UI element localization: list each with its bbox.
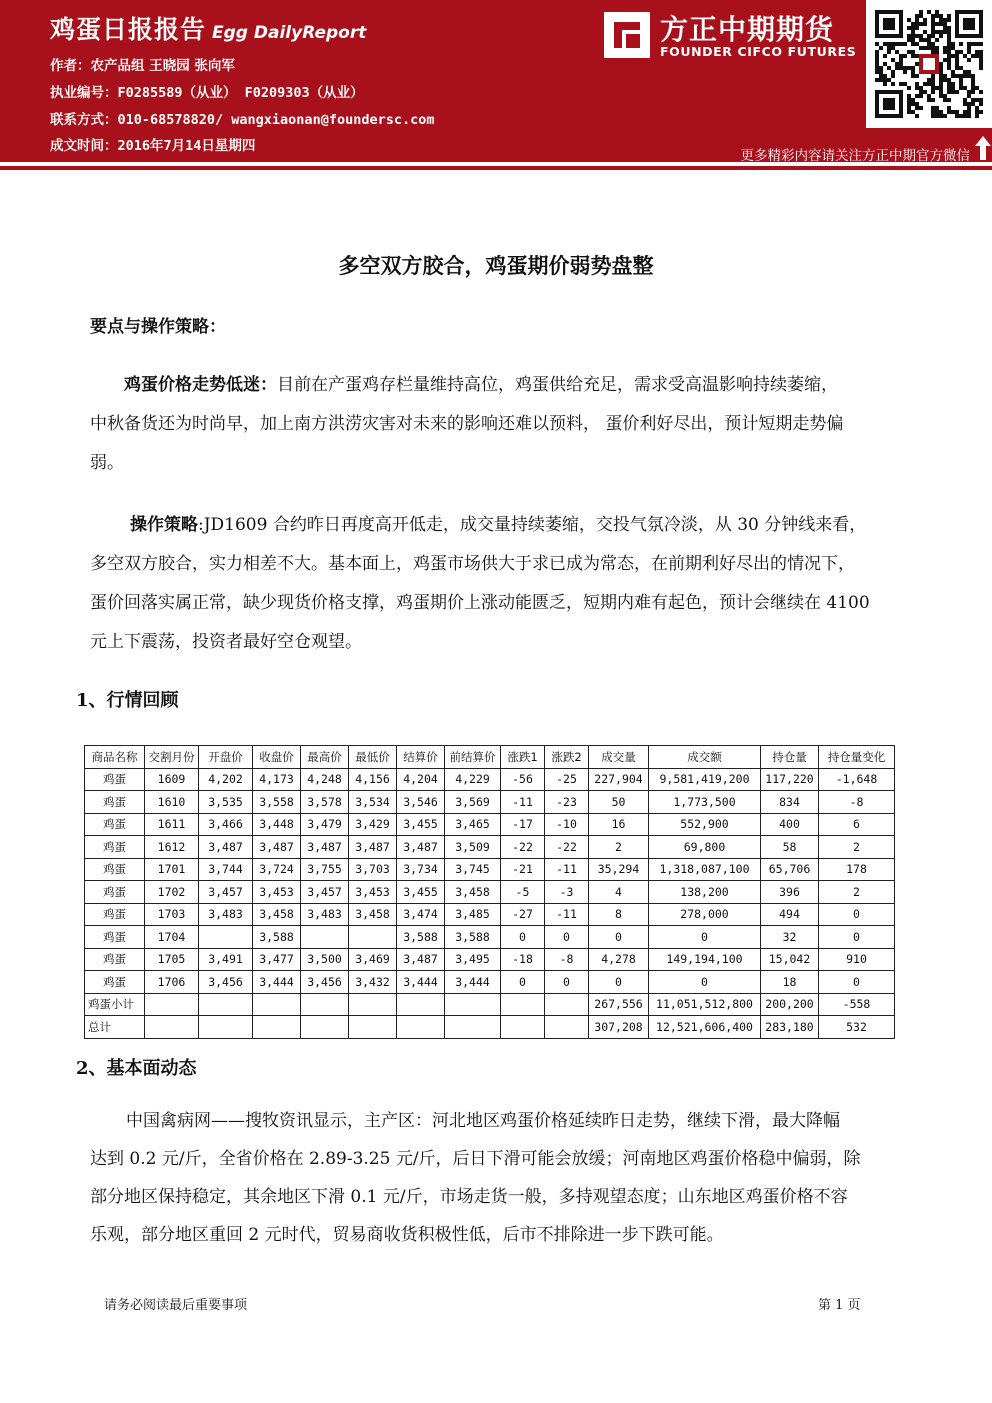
column-header: 持仓量: [761, 746, 819, 769]
report-title-en: Egg DailyReport: [212, 23, 367, 43]
table-cell: 4,173: [253, 768, 301, 791]
table-row: [85, 791, 895, 814]
table-cell: 69,800: [649, 836, 761, 859]
table-cell: 3,491: [199, 948, 253, 971]
table-cell: 200,200: [761, 993, 819, 1016]
table-cell: -10: [545, 813, 589, 836]
table-cell: 3,457: [199, 881, 253, 904]
table-cell: 1611: [145, 813, 199, 836]
table-cell: 1609: [145, 768, 199, 791]
table-cell: 0: [545, 971, 589, 994]
table-cell: 1705: [145, 948, 199, 971]
table-cell: 3,495: [445, 948, 501, 971]
table-cell: [301, 993, 349, 1016]
table-cell: 3,487: [253, 836, 301, 859]
fundamentals-paragraph: 中国禽病网——搜牧资讯显示，主产区：河北地区鸡蛋价格延续昨日走势，继续下滑，最大降幅 达到 0.2 元/斤，全省价格在 2.89-3.25 元/斤，后日下滑可能会放缓；河南地区鸡蛋价格稳中偏弱，除 部分地区保持稳定，其余地区下滑 0.1 元/斤，市场走货一般，多持观望态度；山东地区鸡蛋价格不容 乐观，部分地区重回 2 元时代，贸易商收货积极性低，后市不排除进一步下跌可能。: [90, 1111, 861, 1245]
table-cell: 117,220: [761, 768, 819, 791]
table-cell: [145, 1016, 199, 1039]
table-cell: 1702: [145, 881, 199, 904]
table-cell: 32: [761, 926, 819, 949]
table-cell: 3,458: [349, 903, 397, 926]
quotes-table: [84, 745, 895, 1039]
column-header: 收盘价: [253, 746, 301, 769]
column-header: 交割月份: [145, 746, 199, 769]
table-cell: [199, 993, 253, 1016]
table-cell: 鸡蛋: [85, 858, 145, 881]
table-cell: 3,569: [445, 791, 501, 814]
date-line: 成文时间：2016年7月14日星期四: [50, 138, 256, 154]
logo-mark-icon: [602, 10, 652, 60]
column-header: 涨跌1: [501, 746, 545, 769]
arrow-up-icon: [974, 135, 992, 161]
table-cell: [253, 993, 301, 1016]
table-cell: 283,180: [761, 1016, 819, 1039]
table-body: [85, 768, 895, 1038]
logo-text-cn: 方正中期期货: [660, 13, 835, 46]
table-cell: 1704: [145, 926, 199, 949]
column-header: 结算价: [397, 746, 445, 769]
table-cell: -56: [501, 768, 545, 791]
table-cell: 3,487: [199, 836, 253, 859]
table-cell: [199, 926, 253, 949]
table-cell: 3,558: [253, 791, 301, 814]
table-cell: 3,477: [253, 948, 301, 971]
table-cell: 鸡蛋: [85, 768, 145, 791]
license-value: F0285589（从业） F0209303（从业）: [117, 85, 364, 101]
column-header: 最高价: [301, 746, 349, 769]
table-cell: 65,706: [761, 858, 819, 881]
contact-value[interactable]: 010-68578820/ wangxiaonan@foundersc.com: [117, 112, 435, 128]
table-cell: -11: [501, 791, 545, 814]
table-cell: -1,648: [819, 768, 895, 791]
table-cell: 0: [589, 926, 649, 949]
table-cell: -11: [545, 858, 589, 881]
table-row: [85, 836, 895, 859]
table-cell: 227,904: [589, 768, 649, 791]
table-cell: 3,432: [349, 971, 397, 994]
table-cell: -11: [545, 903, 589, 926]
table-cell: 3,444: [445, 971, 501, 994]
price-trend-paragraph: 鸡蛋价格走势低迷：目前在产蛋鸡存栏量维持高位，鸡蛋供给充足，需求受高温影响持续萎缩， 中秋备货还为时尚早，加上南方洪涝灾害对未来的影响还难以预料， 蛋价利好尽出，预计短期走势偏 弱。: [90, 375, 844, 473]
report-header: [0, 0, 992, 162]
table-cell: [445, 1016, 501, 1039]
table-cell: 3,458: [445, 881, 501, 904]
column-header: 最低价: [349, 746, 397, 769]
table-cell: 178: [819, 858, 895, 881]
table-cell: -17: [501, 813, 545, 836]
key-points-heading: 要点与操作策略：: [90, 317, 226, 337]
table-cell: 3,455: [397, 813, 445, 836]
table-cell: 3,703: [349, 858, 397, 881]
table-cell: 3,483: [301, 903, 349, 926]
table-header-row: [85, 746, 895, 769]
table-cell: 鸡蛋小计: [85, 993, 145, 1016]
table-cell: 2: [819, 881, 895, 904]
contact-line: 联系方式：010-68578820/ wangxiaonan@foundersc.com: [50, 112, 435, 128]
table-cell: 3,487: [397, 836, 445, 859]
table-cell: -25: [545, 768, 589, 791]
table-cell: [349, 926, 397, 949]
table-cell: 3,456: [199, 971, 253, 994]
table-cell: [397, 993, 445, 1016]
table-cell: 3,500: [301, 948, 349, 971]
footer-notice: 请务必阅读最后重要事项: [104, 1298, 248, 1313]
table-cell: 12,521,606,400: [649, 1016, 761, 1039]
table-cell: 3,453: [349, 881, 397, 904]
table-cell: 0: [649, 926, 761, 949]
table-cell: 0: [589, 971, 649, 994]
table-cell: [349, 1016, 397, 1039]
table-row: [85, 768, 895, 791]
report-title-cn: 鸡蛋日报报告: [50, 15, 207, 44]
table-cell: 3,483: [199, 903, 253, 926]
table-cell: 4,202: [199, 768, 253, 791]
table-cell: 总计: [85, 1016, 145, 1039]
column-header: 前结算价: [445, 746, 501, 769]
table-cell: 11,051,512,800: [649, 993, 761, 1016]
table-cell: 396: [761, 881, 819, 904]
table-cell: 138,200: [649, 881, 761, 904]
table-cell: [501, 993, 545, 1016]
column-header: 商品名称: [85, 746, 145, 769]
table-cell: 4,229: [445, 768, 501, 791]
page-number: 第 1 页: [818, 1298, 861, 1313]
table-row: [85, 971, 895, 994]
table-cell: 1,318,087,100: [649, 858, 761, 881]
table-cell: 鸡蛋: [85, 903, 145, 926]
table-cell: 307,208: [589, 1016, 649, 1039]
section-fundamentals: 2、基本面动态: [76, 1058, 197, 1079]
table-cell: [349, 993, 397, 1016]
table-cell: [253, 1016, 301, 1039]
table-cell: [501, 1016, 545, 1039]
table-cell: -21: [501, 858, 545, 881]
table-cell: 3,429: [349, 813, 397, 836]
table-cell: 0: [545, 926, 589, 949]
strategy-lead: 操作策略: [130, 515, 198, 535]
table-cell: 149,194,100: [649, 948, 761, 971]
table-cell: 16: [589, 813, 649, 836]
table-cell: 58: [761, 836, 819, 859]
date-value: 2016年7月14日星期四: [117, 138, 256, 154]
table-cell: 鸡蛋: [85, 881, 145, 904]
table-cell: -8: [819, 791, 895, 814]
table-cell: 3,487: [349, 836, 397, 859]
table-cell: 3,485: [445, 903, 501, 926]
table-cell: 1703: [145, 903, 199, 926]
table-cell: 3,444: [397, 971, 445, 994]
table-cell: 3,588: [253, 926, 301, 949]
strategy-paragraph: 操作策略:JD1609 合约昨日再度高开低走，成交量持续萎缩，交投气氛冷淡，从 30 分钟线来看， 多空双方胶合，实力相差不大。基本面上，鸡蛋市场供大于求已成为常态，在前期利好尽出的情况下， 蛋价回落实属正常，缺少现货价格支撑，鸡蛋期价上涨动能匮乏，短期内难有起色，预计会继续在 4100 元上下震荡，投资者最好空仓观望。: [90, 515, 870, 652]
table-cell: -27: [501, 903, 545, 926]
table-cell: [301, 1016, 349, 1039]
table-cell: 3,578: [301, 791, 349, 814]
table-cell: 2: [589, 836, 649, 859]
table-cell: 400: [761, 813, 819, 836]
table-cell: 鸡蛋: [85, 813, 145, 836]
table-cell: 15,042: [761, 948, 819, 971]
table-cell: 494: [761, 903, 819, 926]
qr-code-icon: [866, 0, 992, 128]
column-header: 成交量: [589, 746, 649, 769]
table-cell: 3,465: [445, 813, 501, 836]
table-cell: 4,204: [397, 768, 445, 791]
table-cell: 267,556: [589, 993, 649, 1016]
table-cell: -558: [819, 993, 895, 1016]
table-cell: -18: [501, 948, 545, 971]
table-cell: 3,509: [445, 836, 501, 859]
table-cell: [545, 993, 589, 1016]
table-cell: -5: [501, 881, 545, 904]
table-cell: 3,745: [445, 858, 501, 881]
table-cell: 3,534: [349, 791, 397, 814]
table-row: [85, 903, 895, 926]
table-cell: 4,248: [301, 768, 349, 791]
table-cell: 0: [819, 926, 895, 949]
table-cell: 3,455: [397, 881, 445, 904]
logo-text-en: FOUNDER CIFCO FUTURES: [660, 44, 857, 59]
qr-code: [866, 0, 992, 128]
column-header: 开盘价: [199, 746, 253, 769]
table-cell: -8: [545, 948, 589, 971]
table-cell: 4,278: [589, 948, 649, 971]
table-cell: 910: [819, 948, 895, 971]
table-cell: 3,474: [397, 903, 445, 926]
table-cell: 3,469: [349, 948, 397, 971]
table-cell: 50: [589, 791, 649, 814]
table-cell: 3,448: [253, 813, 301, 836]
table-cell: 8: [589, 903, 649, 926]
table-cell: 532: [819, 1016, 895, 1039]
table-cell: 1701: [145, 858, 199, 881]
table-row: [85, 993, 895, 1016]
license-line: 执业编号：F0285589（从业） F0209303（从业）: [50, 85, 364, 101]
table-cell: 3,456: [301, 971, 349, 994]
column-header: 成交额: [649, 746, 761, 769]
table-cell: 18: [761, 971, 819, 994]
table-cell: 0: [501, 926, 545, 949]
table-cell: 834: [761, 791, 819, 814]
table-cell: 0: [819, 971, 895, 994]
table-cell: 3,479: [301, 813, 349, 836]
document-title: 多空双方胶合，鸡蛋期价弱势盘整: [338, 253, 654, 278]
table-cell: 3,734: [397, 858, 445, 881]
table-cell: [301, 926, 349, 949]
table-cell: -22: [501, 836, 545, 859]
author-line: 作者：农产品组 王晓园 张向军: [50, 58, 235, 74]
table-cell: -3: [545, 881, 589, 904]
table-cell: 35,294: [589, 858, 649, 881]
report-title: [50, 10, 366, 46]
price-trend-lead: 鸡蛋价格走势低迷：: [124, 375, 277, 395]
table-cell: [545, 1016, 589, 1039]
table-cell: [199, 1016, 253, 1039]
table-cell: 3,457: [301, 881, 349, 904]
table-row: [85, 881, 895, 904]
table-cell: 4,156: [349, 768, 397, 791]
table-cell: 1612: [145, 836, 199, 859]
table-cell: 3,487: [301, 836, 349, 859]
table-row: [85, 858, 895, 881]
table-cell: 3,755: [301, 858, 349, 881]
table-cell: 6: [819, 813, 895, 836]
author-value: 农产品组 王晓园 张向军: [90, 58, 235, 74]
table-cell: 3,466: [199, 813, 253, 836]
table-cell: 3,588: [445, 926, 501, 949]
table-row: [85, 926, 895, 949]
table-cell: 3,535: [199, 791, 253, 814]
section-market-review: 1、行情回顾: [76, 690, 179, 711]
table-cell: 1,773,500: [649, 791, 761, 814]
table-cell: 鸡蛋: [85, 926, 145, 949]
table-cell: 552,900: [649, 813, 761, 836]
column-header: 持仓量变化: [819, 746, 895, 769]
table-cell: [145, 993, 199, 1016]
table-cell: 鸡蛋: [85, 971, 145, 994]
table-cell: 鸡蛋: [85, 791, 145, 814]
table-cell: 0: [501, 971, 545, 994]
table-cell: 0: [819, 903, 895, 926]
table-cell: [445, 993, 501, 1016]
table-row: [85, 1016, 895, 1039]
table-cell: 278,000: [649, 903, 761, 926]
table-row: [85, 948, 895, 971]
table-cell: 3,444: [253, 971, 301, 994]
table-cell: 1610: [145, 791, 199, 814]
table-cell: 3,453: [253, 881, 301, 904]
table-cell: -23: [545, 791, 589, 814]
table-cell: 鸡蛋: [85, 836, 145, 859]
table-cell: 3,588: [397, 926, 445, 949]
header-divider: [0, 166, 992, 170]
table-cell: 3,546: [397, 791, 445, 814]
table-cell: 3,724: [253, 858, 301, 881]
table-cell: 3,458: [253, 903, 301, 926]
table-cell: 3,744: [199, 858, 253, 881]
column-header: 涨跌2: [545, 746, 589, 769]
table-cell: 2: [819, 836, 895, 859]
follow-notice: 更多精彩内容请关注方正中期官方微信: [740, 148, 970, 164]
table-row: [85, 813, 895, 836]
table-cell: 鸡蛋: [85, 948, 145, 971]
company-logo: [602, 8, 860, 66]
table-cell: 4: [589, 881, 649, 904]
table-cell: [397, 1016, 445, 1039]
table-cell: 3,487: [397, 948, 445, 971]
table-cell: -22: [545, 836, 589, 859]
table-cell: 1706: [145, 971, 199, 994]
table-cell: 9,581,419,200: [649, 768, 761, 791]
table-cell: 0: [649, 971, 761, 994]
